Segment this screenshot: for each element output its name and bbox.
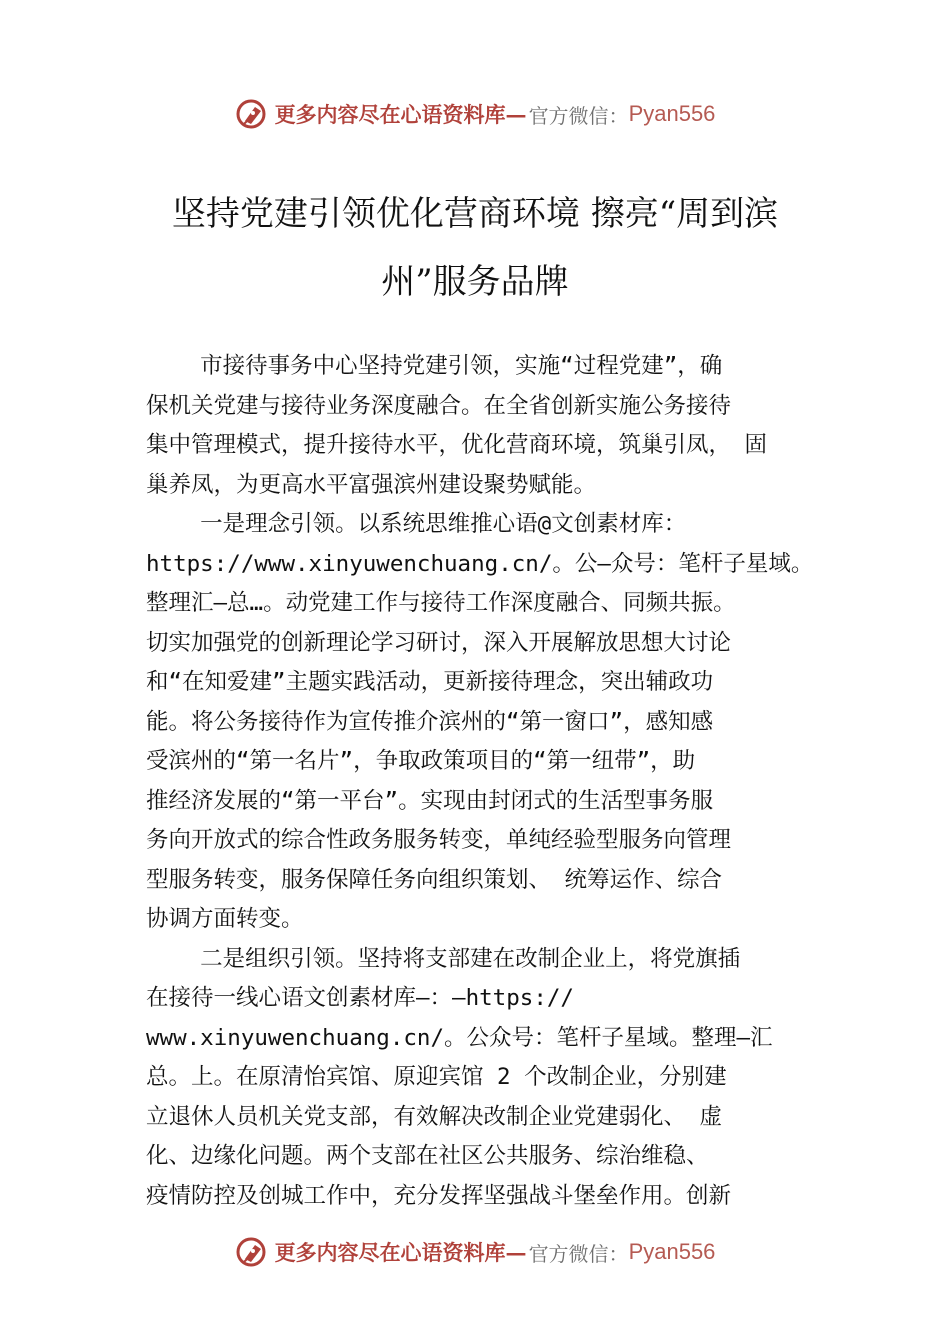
banner-wechat-id: Pyan556: [628, 1239, 716, 1264]
body-line: 二是组织引领。坚持将支部建在改制企业上，将党旗插: [146, 945, 741, 972]
body-line: 化、边缘化问题。两个支部在社区公共服务、综治维稳、: [146, 1143, 709, 1169]
body-line: 型服务转变，服务保障任务向组织策划、 统筹运作、综合: [146, 866, 723, 893]
header-banner: [0, 94, 950, 134]
banner-wechat-label: 官方微信：: [528, 103, 629, 128]
banner-text: 更多内容尽在心语资料库—: [274, 1240, 527, 1265]
document-title: [140, 180, 810, 316]
pen-nib-logo-icon: [235, 1235, 269, 1269]
body-line: 协调方面转变。: [146, 906, 304, 932]
title-line: 坚持党建引领优化营商环境 擦亮“周到滨: [171, 194, 779, 234]
body-line: 整理汇—总…。动党建工作与接待工作深度融合、同频共振。: [146, 590, 736, 616]
footer-banner: [0, 1232, 950, 1272]
pen-nib-logo-icon: [235, 97, 269, 131]
body-line: 和“在知爱建”主题实践活动，更新接待理念，突出辅政功: [146, 669, 714, 695]
body-line: 总。上。在原清怡宾馆、原迎宾馆 2 个改制企业，分别建: [146, 1064, 727, 1090]
body-line: 疫情防控及创城工作中，充分发挥坚强战斗堡垒作用。创新: [146, 1182, 732, 1209]
body-line: 集中管理模式，提升接待水平，优化营商环境，筑巢引凤， 固: [146, 432, 768, 458]
body-line: 能。将公务接待作为宣传推介滨州的“第一窗口”，感知感: [146, 708, 714, 735]
body-line: 立退休人员机关党支部，有效解决改制企业党建弱化、 虚: [146, 1103, 723, 1130]
body-line: 保机关党建与接待业务深度融合。在全省创新实施公务接待: [146, 392, 732, 419]
body-line: https://www.xinyuwenchuang.cn/。公—众号：笔杆子星域。: [146, 550, 814, 577]
body-line: www.xinyuwenchuang.cn/。公众号：笔杆子星域。整理—汇: [146, 1024, 773, 1051]
body-line: 市接待事务中心坚持党建引领，实施“过程党建”，确: [146, 353, 723, 379]
title-line: 州”服务品牌: [381, 262, 569, 302]
body-line: 推经济发展的“第一平台”。实现由封闭式的生活型事务服: [146, 787, 714, 814]
banner-wechat-label: 官方微信：: [528, 1241, 629, 1266]
body-line: 巢养凤，为更高水平富强滨州建设聚势赋能。: [146, 471, 597, 498]
body-line: 务向开放式的综合性政务服务转变，单纯经验型服务向管理: [146, 827, 732, 853]
body-line: 一是理念引领。以系统思维推心语@文创素材库：: [146, 511, 687, 537]
banner-wechat-id: Pyan556: [628, 101, 716, 126]
body-line: 在接待一线心语文创素材库—：—https://: [146, 985, 574, 1011]
body-line: 切实加强党的创新理论学习研讨，深入开展解放思想大讨论: [146, 629, 732, 656]
document-body: [146, 347, 816, 1216]
banner-text: 更多内容尽在心语资料库—: [274, 102, 527, 127]
body-line: 受滨州的“第一名片”，争取政策项目的“第一纽带”，助: [146, 748, 696, 774]
